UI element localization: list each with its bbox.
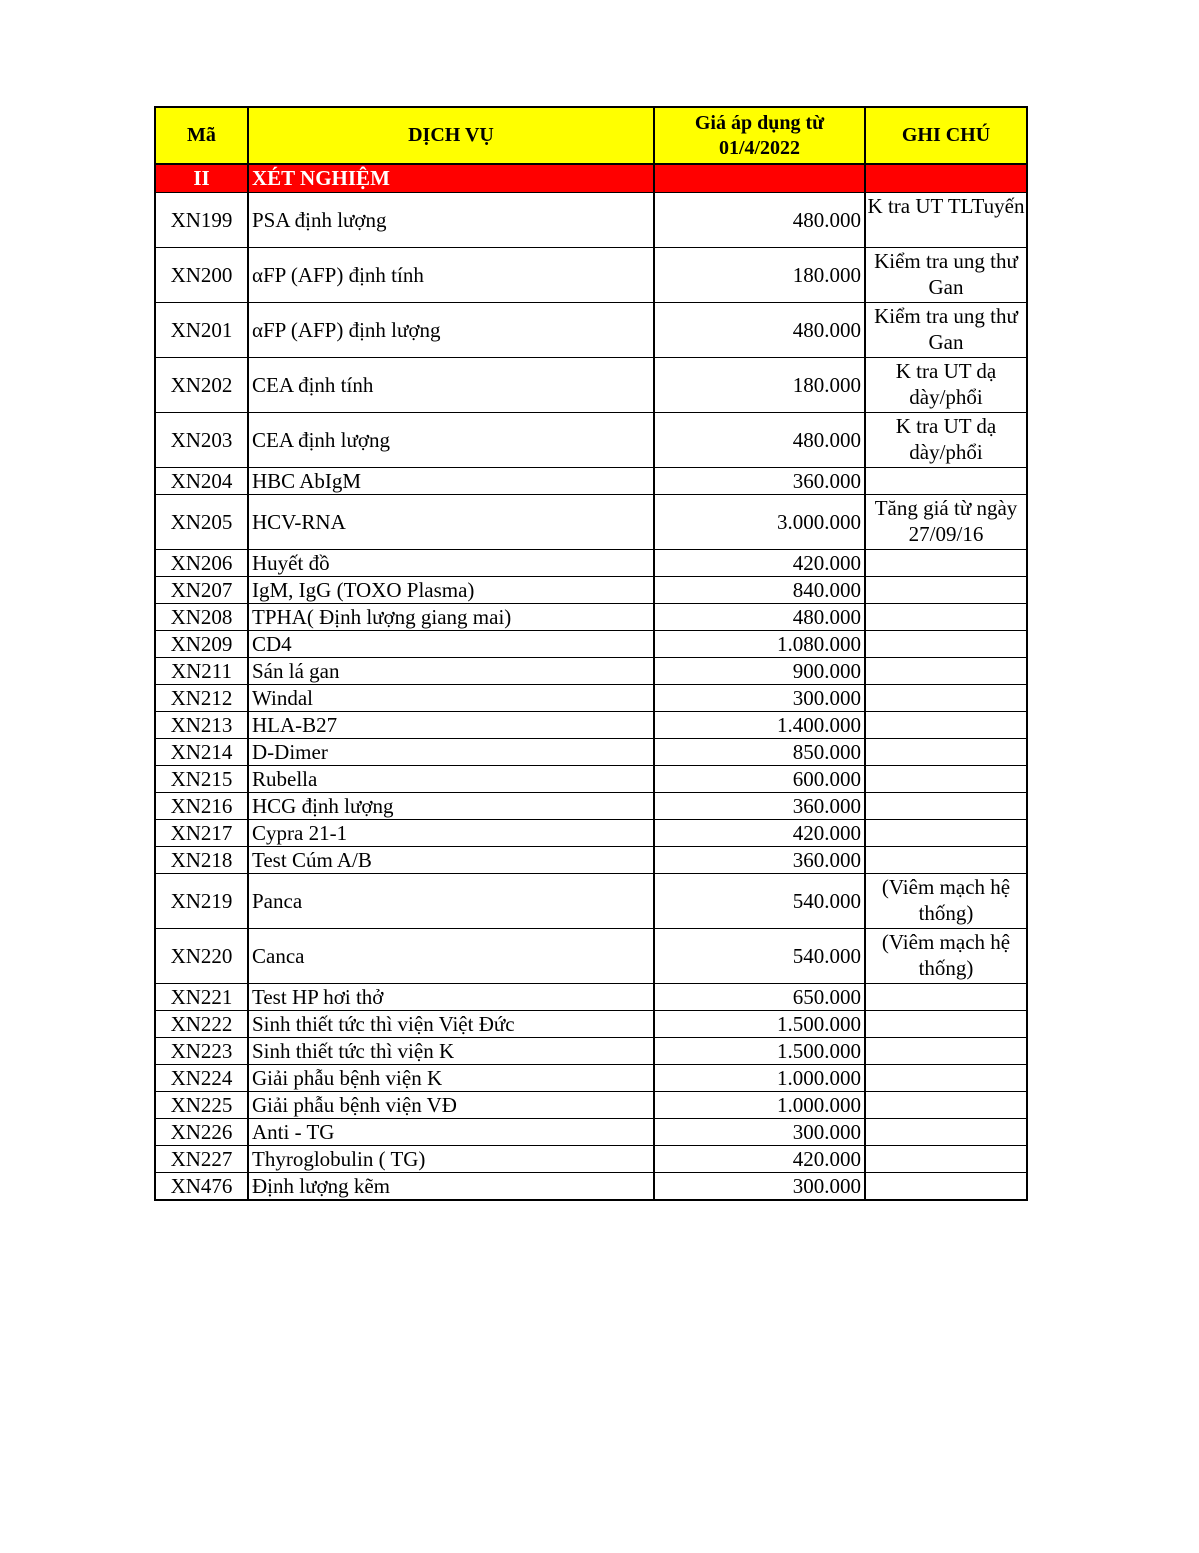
row-price: 420.000 [654,550,865,577]
row-code: XN215 [155,766,248,793]
row-service: Anti - TG [248,1119,654,1146]
row-service: Test Cúm A/B [248,847,654,874]
row-price: 900.000 [654,658,865,685]
row-note [865,793,1027,820]
section-row [155,164,1027,193]
row-note: (Viêm mạch hệ thống) [865,874,1027,929]
row-note [865,1065,1027,1092]
row-price: 1.000.000 [654,1092,865,1119]
row-note: K tra UT dạ dày/phổi [865,413,1027,468]
table-row [155,1038,1027,1065]
row-note: Kiểm tra ung thư Gan [865,248,1027,303]
row-price: 1.500.000 [654,1011,865,1038]
row-note [865,1119,1027,1146]
table-row [155,658,1027,685]
table-row [155,1011,1027,1038]
row-price: 480.000 [654,413,865,468]
table-row [155,193,1027,248]
row-code: XN200 [155,248,248,303]
row-code: XN219 [155,874,248,929]
row-price: 300.000 [654,1173,865,1201]
row-service: Test HP hơi thở [248,984,654,1011]
table-row [155,550,1027,577]
row-service: Huyết đồ [248,550,654,577]
table-row [155,631,1027,658]
row-code: XN211 [155,658,248,685]
section-note-cell [865,164,1027,193]
row-code: XN202 [155,358,248,413]
row-price: 1.400.000 [654,712,865,739]
table-row [155,820,1027,847]
table-row [155,1173,1027,1201]
row-code: XN217 [155,820,248,847]
table-row [155,793,1027,820]
row-service: CEA định lượng [248,413,654,468]
row-code: XN208 [155,604,248,631]
row-code: XN203 [155,413,248,468]
row-note [865,550,1027,577]
row-code: XN214 [155,739,248,766]
row-note: Tăng giá từ ngày 27/09/16 [865,495,1027,550]
row-code: XN221 [155,984,248,1011]
table-row [155,685,1027,712]
row-code: XN204 [155,468,248,495]
row-code: XN227 [155,1146,248,1173]
row-price: 180.000 [654,248,865,303]
row-price: 360.000 [654,468,865,495]
row-service: Giải phẫu bệnh viện VĐ [248,1092,654,1119]
row-price: 1.000.000 [654,1065,865,1092]
row-code: XN209 [155,631,248,658]
table-row [155,984,1027,1011]
row-service: Sán lá gan [248,658,654,685]
table-row [155,1065,1027,1092]
row-code: XN476 [155,1173,248,1201]
row-code: XN213 [155,712,248,739]
row-service: D-Dimer [248,739,654,766]
row-service: Rubella [248,766,654,793]
row-code: XN201 [155,303,248,358]
row-note [865,468,1027,495]
row-service: Windal [248,685,654,712]
row-service: αFP (AFP) định lượng [248,303,654,358]
row-code: XN212 [155,685,248,712]
row-service: CEA định tính [248,358,654,413]
row-note: K tra UT TLTuyến [865,193,1027,248]
row-price: 480.000 [654,303,865,358]
row-note: Kiểm tra ung thư Gan [865,303,1027,358]
row-service: Sinh thiết tức thì viện K [248,1038,654,1065]
row-note [865,631,1027,658]
row-price: 300.000 [654,1119,865,1146]
row-note [865,1011,1027,1038]
row-price: 3.000.000 [654,495,865,550]
header-service: DỊCH VỤ [248,107,654,164]
row-note [865,712,1027,739]
row-service: Định lượng kẽm [248,1173,654,1201]
table-row [155,1092,1027,1119]
row-service: Panca [248,874,654,929]
table-row [155,712,1027,739]
row-service: αFP (AFP) định tính [248,248,654,303]
row-code: XN207 [155,577,248,604]
row-note [865,766,1027,793]
header-price: Giá áp dụng từ 01/4/2022 [654,107,865,164]
row-price: 540.000 [654,874,865,929]
table-row [155,739,1027,766]
row-price: 1.500.000 [654,1038,865,1065]
row-code: XN199 [155,193,248,248]
header-row [155,107,1027,164]
table-row [155,248,1027,303]
row-note [865,685,1027,712]
row-note [865,1173,1027,1201]
row-code: XN205 [155,495,248,550]
row-code: XN216 [155,793,248,820]
row-code: XN206 [155,550,248,577]
table-row [155,1119,1027,1146]
row-price: 540.000 [654,929,865,984]
row-price: 420.000 [654,1146,865,1173]
row-service: HLA-B27 [248,712,654,739]
row-price: 360.000 [654,793,865,820]
row-note [865,739,1027,766]
row-code: XN224 [155,1065,248,1092]
table-row [155,874,1027,929]
row-note: (Viêm mạch hệ thống) [865,929,1027,984]
row-price: 420.000 [654,820,865,847]
row-note: K tra UT dạ dày/phổi [865,358,1027,413]
section-title: XÉT NGHIỆM [248,164,654,193]
row-note [865,604,1027,631]
table-row [155,358,1027,413]
row-code: XN225 [155,1092,248,1119]
row-price: 850.000 [654,739,865,766]
table-row [155,468,1027,495]
row-service: HCG định lượng [248,793,654,820]
row-code: XN226 [155,1119,248,1146]
row-note [865,658,1027,685]
row-price: 360.000 [654,847,865,874]
table-row [155,766,1027,793]
row-code: XN222 [155,1011,248,1038]
row-code: XN220 [155,929,248,984]
row-price: 1.080.000 [654,631,865,658]
table-row [155,495,1027,550]
row-price: 650.000 [654,984,865,1011]
header-note: GHI CHÚ [865,107,1027,164]
section-price-cell [654,164,865,193]
row-service: Sinh thiết tức thì viện Việt Đức [248,1011,654,1038]
row-price: 300.000 [654,685,865,712]
row-note [865,1146,1027,1173]
row-price: 840.000 [654,577,865,604]
row-service: IgM, IgG (TOXO Plasma) [248,577,654,604]
row-code: XN223 [155,1038,248,1065]
row-service: Canca [248,929,654,984]
row-service: Giải phẫu bệnh viện K [248,1065,654,1092]
price-table [154,106,1028,1201]
table-row [155,1146,1027,1173]
table-row [155,847,1027,874]
row-service: HBC AbIgM [248,468,654,495]
row-service: PSA định lượng [248,193,654,248]
row-price: 480.000 [654,193,865,248]
row-price: 480.000 [654,604,865,631]
row-service: CD4 [248,631,654,658]
row-note [865,820,1027,847]
table-row [155,604,1027,631]
table-row [155,303,1027,358]
row-price: 600.000 [654,766,865,793]
row-note [865,577,1027,604]
row-service: Cypra 21-1 [248,820,654,847]
row-price: 180.000 [654,358,865,413]
header-code: Mã [155,107,248,164]
table-row [155,577,1027,604]
row-note [865,984,1027,1011]
table-row [155,929,1027,984]
row-service: HCV-RNA [248,495,654,550]
row-service: Thyroglobulin ( TG) [248,1146,654,1173]
section-code: II [155,164,248,193]
table-row [155,413,1027,468]
row-note [865,1092,1027,1119]
row-note [865,1038,1027,1065]
row-code: XN218 [155,847,248,874]
row-service: TPHA( Định lượng giang mai) [248,604,654,631]
row-note [865,847,1027,874]
